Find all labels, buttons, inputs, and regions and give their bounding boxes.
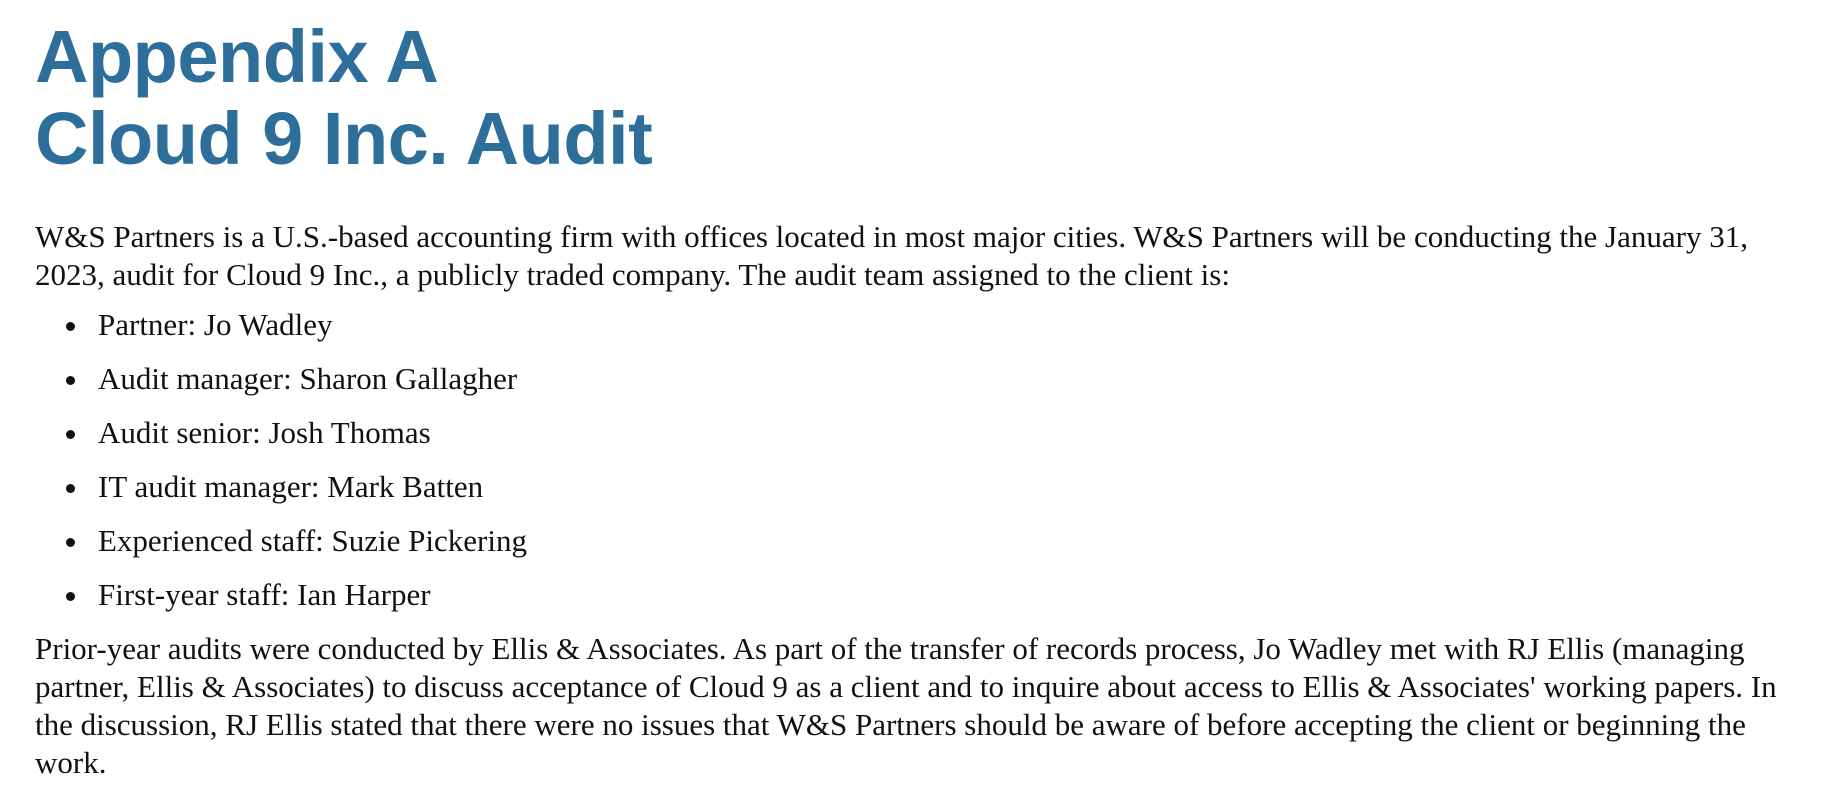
list-item: [35, 576, 1815, 614]
bullet-icon: [66, 322, 75, 331]
list-item: [35, 522, 1815, 560]
list-item: [35, 468, 1815, 506]
team-member: First-year staff: Ian Harper: [98, 577, 431, 612]
list-item: [35, 414, 1815, 452]
team-member: Audit senior: Josh Thomas: [98, 415, 431, 450]
intro-paragraph: W&S Partners is a U.S.-based accounting firm with offices located in most major cities. W&S Partners will be conducting the January 31, 2023, audit for Cloud 9 Inc., a publicly traded company. The audit team assigned to the client is:: [35, 219, 1748, 292]
team-member: IT audit manager: Mark Batten: [98, 469, 484, 504]
bullet-icon: [66, 538, 75, 547]
team-member: Experienced staff: Suzie Pickering: [98, 523, 527, 558]
bullet-icon: [66, 484, 75, 493]
title-line-2: Cloud 9 Inc. Audit: [35, 97, 653, 180]
bullet-icon: [66, 430, 75, 439]
title-line-1: Appendix A: [35, 15, 439, 98]
team-member: Partner: Jo Wadley: [98, 307, 333, 342]
prior-audit-paragraph: Prior-year audits were conducted by Ellis & Associates. As part of the transfer of records process, Jo Wadley met with RJ Ellis (managing partner, Ellis & Associates) to discuss acceptance of Cloud 9 as a client and to inquire about access to Ellis & Associates' working papers. In the discussion, RJ Ellis stated that there were no issues that W&S Partners should be aware of before accepting the client or beginning the work.: [35, 631, 1777, 780]
bullet-icon: [66, 376, 75, 385]
list-item: [35, 360, 1815, 398]
bullet-icon: [66, 592, 75, 601]
audit-team-list: [35, 306, 1815, 614]
list-item: [35, 306, 1815, 344]
page-title: [35, 16, 1815, 180]
team-member: Audit manager: Sharon Gallagher: [98, 361, 518, 396]
document: [35, 16, 1815, 782]
